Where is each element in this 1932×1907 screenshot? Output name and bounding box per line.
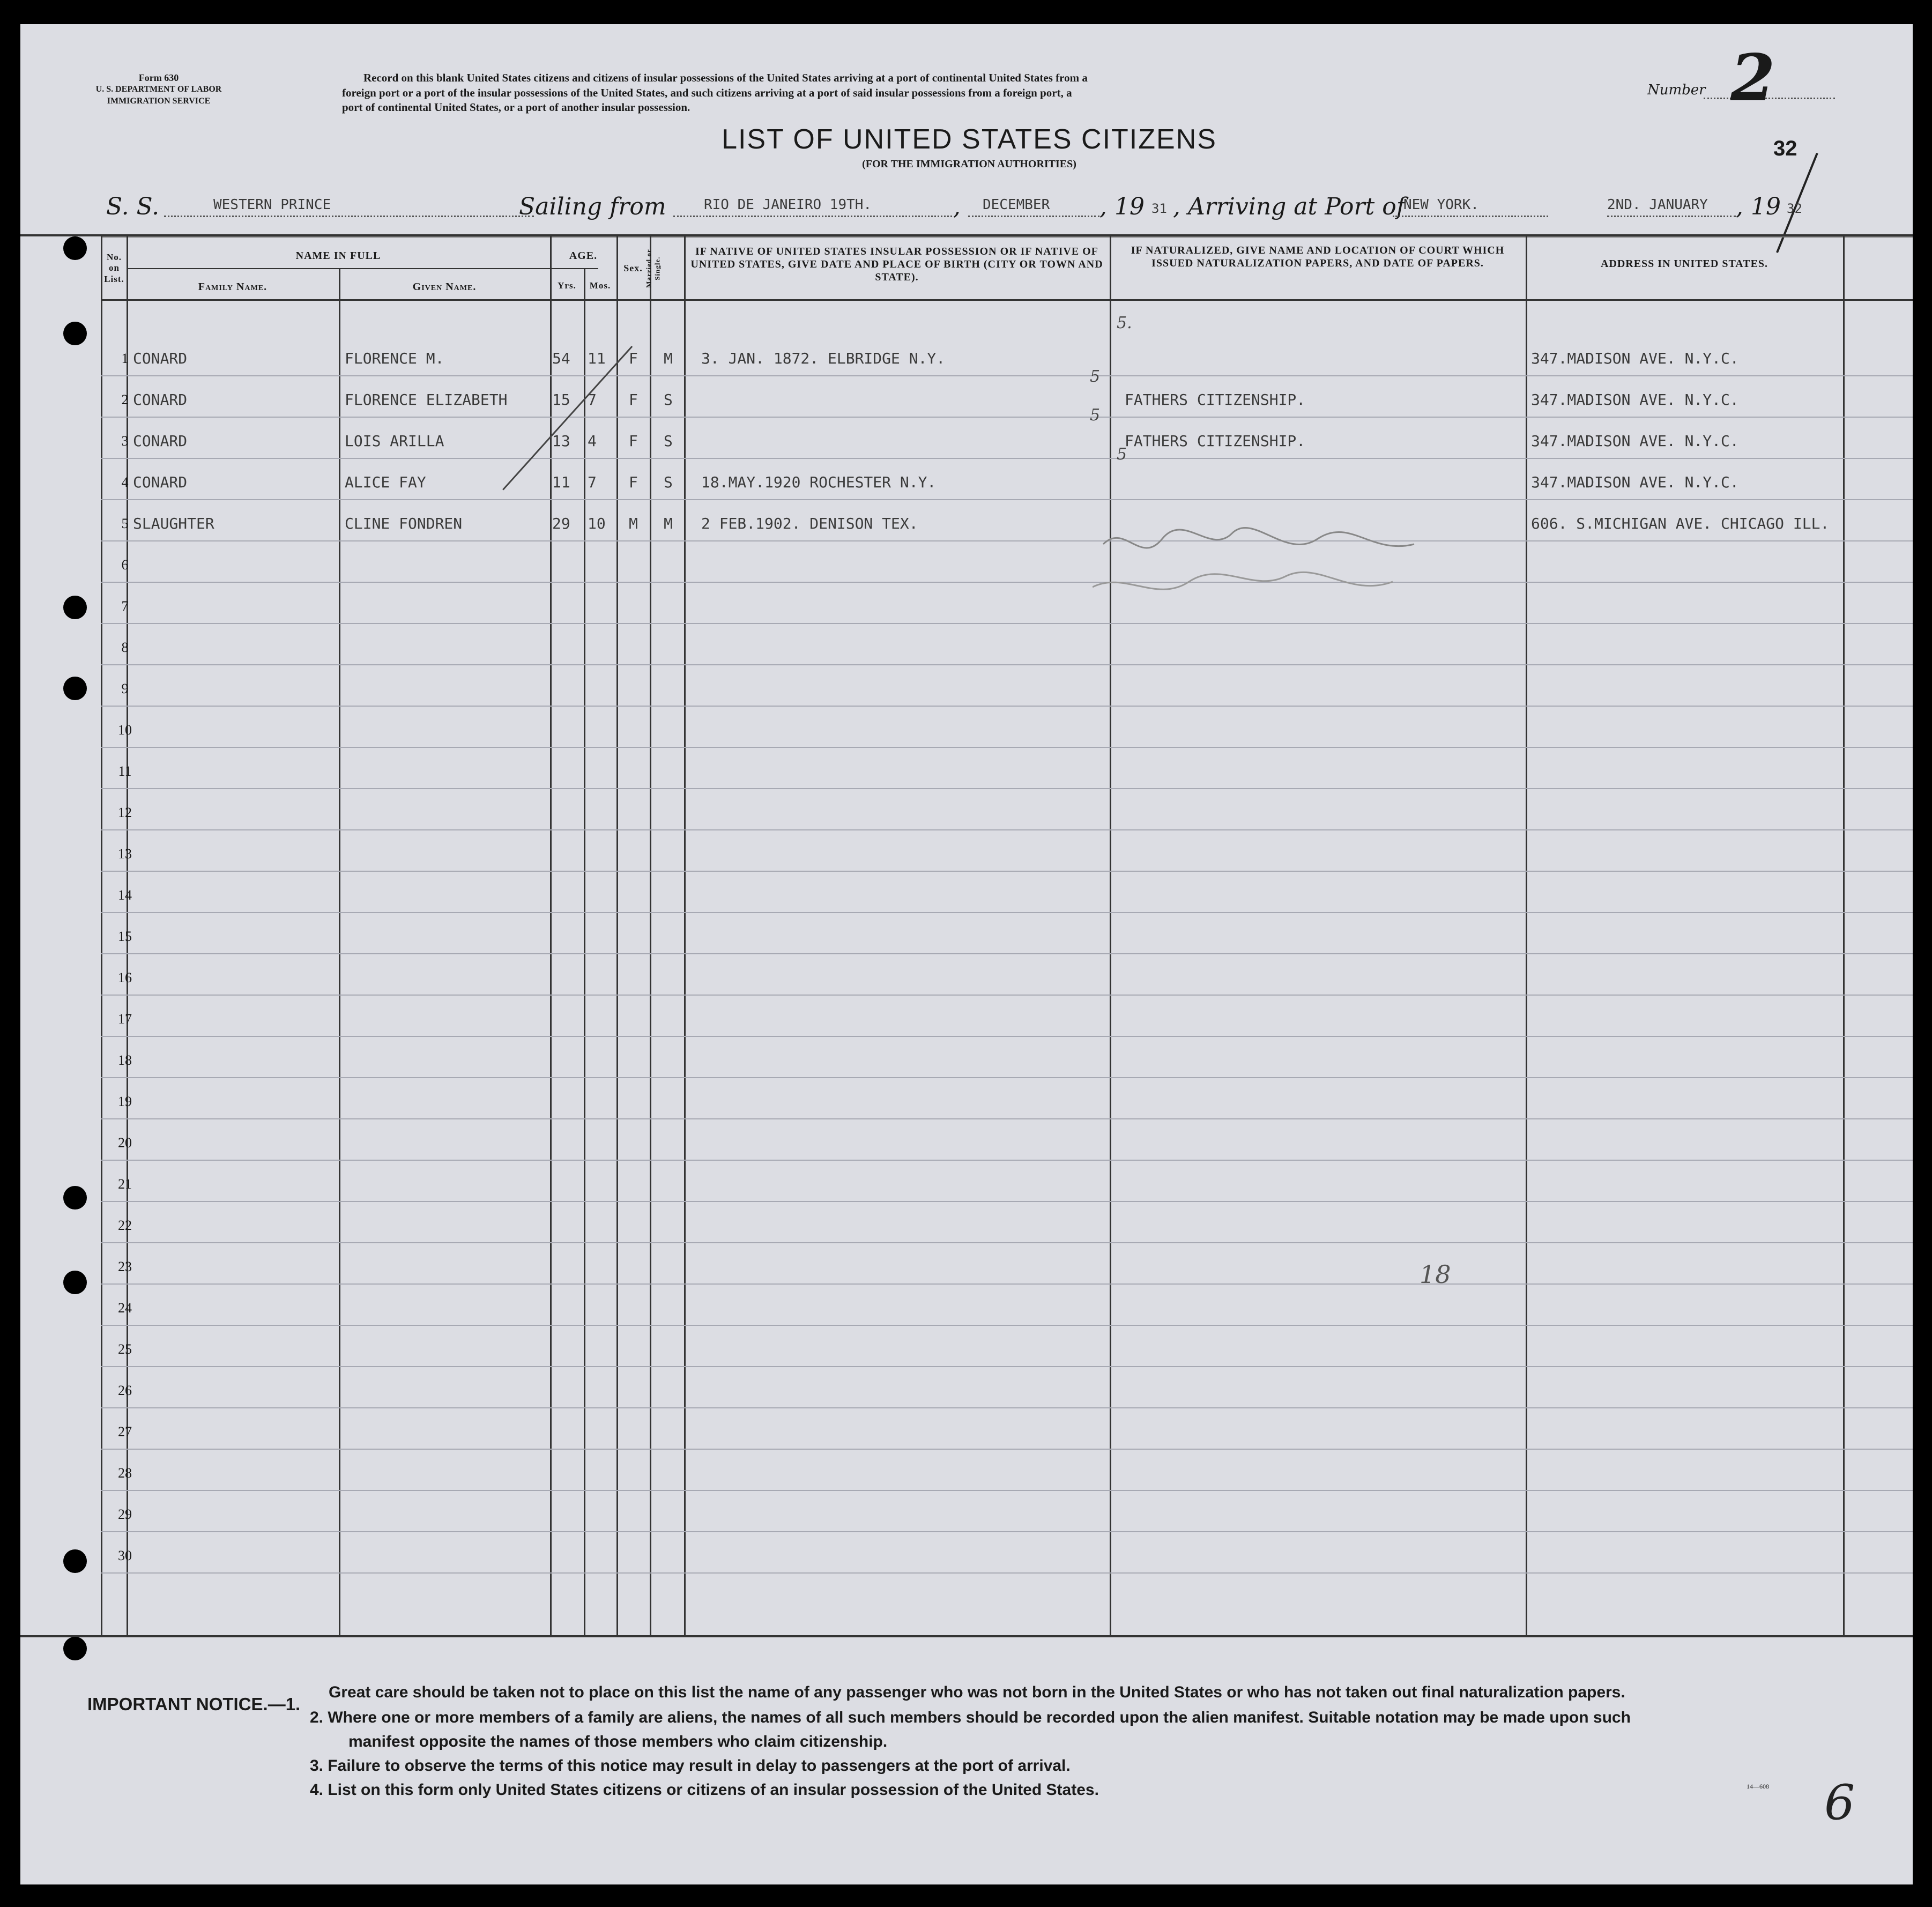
row-line bbox=[101, 1118, 1913, 1119]
cell-birth: 2 FEB.1902. DENISON TEX. bbox=[701, 515, 918, 532]
cell-address: 347.MADISON AVE. N.Y.C. bbox=[1531, 432, 1739, 450]
row-number: 6 bbox=[121, 557, 129, 573]
row-line bbox=[101, 1407, 1913, 1408]
row-line bbox=[101, 623, 1913, 624]
row-number: 30 bbox=[118, 1548, 132, 1563]
number-label: Number bbox=[1647, 82, 1706, 98]
checkmark-stroke bbox=[502, 346, 633, 491]
year-prefix-1: , 19 bbox=[1099, 193, 1145, 220]
row-number: 21 bbox=[118, 1176, 132, 1192]
row-line bbox=[101, 1036, 1913, 1037]
header-given-name: Given Name. bbox=[412, 281, 477, 293]
row-number: 27 bbox=[118, 1424, 132, 1439]
cell-marital-status: S bbox=[664, 432, 673, 450]
row-number: 14 bbox=[118, 887, 132, 903]
row-number: 15 bbox=[118, 929, 132, 944]
cell-family-name: CONARD bbox=[133, 432, 188, 450]
department-name: U. S. DEPARTMENT OF LABOR bbox=[95, 85, 222, 94]
port-underline bbox=[1393, 214, 1548, 217]
cell-family-name: CONARD bbox=[133, 391, 188, 409]
arrival-date-underline bbox=[1607, 214, 1736, 217]
col-rule-ms bbox=[684, 234, 686, 1636]
month-underline bbox=[968, 214, 1099, 217]
row-line bbox=[101, 458, 1913, 459]
mark-5: 5. bbox=[1117, 314, 1132, 332]
row-number: 19 bbox=[118, 1094, 132, 1109]
row-line bbox=[101, 540, 1913, 541]
cell-age-months: 11 bbox=[588, 350, 606, 367]
cell-age-months: 4 bbox=[588, 432, 597, 450]
row-number: 28 bbox=[118, 1465, 132, 1481]
row-line bbox=[101, 912, 1913, 913]
notice-item-4: 4. List on this form only United States citizens or citizens of an insular possession of the United States. bbox=[310, 1781, 1099, 1799]
row-number: 22 bbox=[118, 1218, 132, 1233]
cell-family-name: CONARD bbox=[133, 350, 188, 367]
binder-hole bbox=[63, 1549, 87, 1573]
row-line bbox=[101, 1572, 1913, 1574]
row-line bbox=[101, 1242, 1913, 1243]
row-line bbox=[101, 829, 1913, 830]
row-number: 29 bbox=[118, 1507, 132, 1522]
manifest-page bbox=[20, 24, 1913, 1884]
cell-marital-status: M bbox=[664, 350, 673, 367]
col-rule-yrs bbox=[584, 268, 585, 1636]
cell-age-years: 15 bbox=[552, 391, 570, 409]
page-mark: 32 bbox=[1773, 137, 1797, 160]
row-line bbox=[101, 1490, 1913, 1491]
cell-age-years: 13 bbox=[552, 432, 570, 450]
row-number: 16 bbox=[118, 970, 132, 985]
cell-age-months: 7 bbox=[588, 391, 597, 409]
cell-naturalized: FATHERS CITIZENSHIP. bbox=[1125, 432, 1306, 450]
row-number: 25 bbox=[118, 1341, 132, 1357]
binder-hole bbox=[63, 677, 87, 700]
sailing-month: DECEMBER bbox=[983, 197, 1050, 213]
cell-age-years: 29 bbox=[552, 515, 570, 532]
number-value: 2 bbox=[1730, 40, 1775, 116]
print-code: 14—608 bbox=[1747, 1783, 1769, 1790]
cell-address: 347.MADISON AVE. N.Y.C. bbox=[1531, 350, 1739, 367]
row-line bbox=[101, 995, 1913, 996]
header-family-name: Family Name. bbox=[198, 281, 267, 293]
header-mos: Mos. bbox=[589, 280, 611, 291]
row-line bbox=[101, 871, 1913, 872]
table-bottom-rule bbox=[20, 1635, 1913, 1637]
row-line bbox=[101, 417, 1913, 418]
row-line bbox=[101, 953, 1913, 954]
cell-birth: 3. JAN. 1872. ELBRIDGE N.Y. bbox=[701, 350, 946, 367]
arriving-label: , Arriving at Port of bbox=[1173, 193, 1405, 220]
arriving-date: 2ND. JANUARY bbox=[1607, 197, 1708, 213]
sailing-underline bbox=[673, 214, 952, 217]
row-number: 5 bbox=[121, 516, 129, 531]
subheader-rule bbox=[127, 268, 598, 269]
stamp-18: 18 bbox=[1420, 1260, 1451, 1289]
row-line bbox=[101, 1325, 1913, 1326]
row-number: 7 bbox=[121, 598, 129, 614]
row-number: 4 bbox=[121, 474, 129, 490]
col-rule-birth bbox=[1110, 234, 1111, 1636]
cell-age-months: 7 bbox=[588, 473, 597, 491]
binder-hole bbox=[63, 596, 87, 619]
corner-mark: 6 bbox=[1824, 1775, 1855, 1831]
row-line bbox=[101, 1077, 1913, 1078]
notice-heading: IMPORTANT NOTICE.—1. bbox=[87, 1694, 301, 1714]
cell-given-name: FLORENCE ELIZABETH bbox=[345, 391, 508, 409]
instruction-line-1: Record on this blank United States citizens and citizens of insular possessions of the United States arriving at a port of continental United States from a bbox=[363, 71, 1088, 84]
header-no-on-list: No. on List. bbox=[104, 252, 124, 284]
binder-hole bbox=[63, 1271, 87, 1294]
cell-family-name: CONARD bbox=[133, 473, 188, 491]
cell-given-name: ALICE FAY bbox=[345, 473, 426, 491]
cell-age-years: 54 bbox=[552, 350, 570, 367]
cell-address: 347.MADISON AVE. N.Y.C. bbox=[1531, 391, 1739, 409]
sailing-year: 31 bbox=[1151, 201, 1167, 216]
row-number: 23 bbox=[118, 1259, 132, 1274]
mark-5-row3: 5 bbox=[1090, 406, 1101, 425]
notice-item-3: 3. Failure to observe the terms of this notice may result in delay to passengers at the port of arrival. bbox=[310, 1757, 1071, 1775]
cell-age-years: 11 bbox=[552, 473, 570, 491]
signature-scribble bbox=[1093, 523, 1425, 609]
mark-5-row2: 5 bbox=[1090, 367, 1101, 386]
col-rule-family bbox=[339, 268, 340, 1636]
row-line bbox=[101, 499, 1913, 500]
mark-5-row4: 5 bbox=[1117, 445, 1127, 464]
arriving-year: 32 bbox=[1787, 201, 1802, 216]
page-title: LIST OF UNITED STATES CITIZENS bbox=[722, 124, 1217, 155]
row-number: 3 bbox=[121, 433, 129, 449]
header-bottom-rule bbox=[101, 299, 1913, 301]
header-naturalized: IF NATURALIZED, GIVE NAME AND LOCATION OF COURT WHICH ISSUED NATURALIZATION PAPERS, AND DATE OF PAPERS. bbox=[1131, 244, 1505, 269]
cell-address: 606. S.MICHIGAN AVE. CHICAGO ILL. bbox=[1531, 515, 1830, 532]
col-rule-mos bbox=[616, 234, 618, 1636]
header-married-or-single: Married or Single. bbox=[644, 249, 661, 288]
row-line bbox=[101, 664, 1913, 665]
row-line bbox=[101, 1531, 1913, 1532]
page-subtitle: (FOR THE IMMIGRATION AUTHORITIES) bbox=[862, 158, 1076, 170]
signature-icon bbox=[1093, 523, 1425, 609]
cell-given-name: FLORENCE M. bbox=[345, 350, 444, 367]
binder-hole bbox=[63, 322, 87, 345]
row-number: 9 bbox=[121, 681, 129, 696]
notice-item-2a: 2. Where one or more members of a family are aliens, the names of all such members should be recorded upon the alien manifest. Suitable notation may be made upon such bbox=[310, 1709, 1631, 1726]
row-number: 1 bbox=[121, 351, 129, 366]
cell-marital-status: M bbox=[664, 515, 673, 532]
header-sex: Sex. bbox=[623, 263, 643, 273]
row-line bbox=[101, 1366, 1913, 1367]
row-line bbox=[101, 788, 1913, 789]
cell-given-name: LOIS ARILLA bbox=[345, 432, 444, 450]
row-number: 11 bbox=[118, 763, 132, 779]
sailing-from-value: RIO DE JANEIRO 19TH. bbox=[704, 197, 872, 213]
row-line bbox=[101, 375, 1913, 376]
header-address: ADDRESS IN UNITED STATES. bbox=[1600, 258, 1768, 270]
form-number: Form 630 bbox=[138, 72, 179, 83]
ship-underline bbox=[164, 214, 534, 217]
cell-birth: 18.MAY.1920 ROCHESTER N.Y. bbox=[701, 473, 937, 491]
row-line bbox=[101, 1201, 1913, 1202]
instruction-line-3: port of continental United States, or a port of another insular possession. bbox=[342, 101, 690, 114]
binder-hole bbox=[63, 1186, 87, 1210]
cell-age-months: 10 bbox=[588, 515, 606, 532]
row-number: 18 bbox=[118, 1052, 132, 1068]
row-line bbox=[101, 1283, 1913, 1285]
service-name: IMMIGRATION SERVICE bbox=[107, 97, 211, 106]
row-line bbox=[101, 747, 1913, 748]
cell-sex: F bbox=[629, 473, 638, 491]
cell-sex: M bbox=[629, 515, 638, 532]
cell-naturalized: FATHERS CITIZENSHIP. bbox=[1125, 391, 1306, 409]
row-line bbox=[101, 706, 1913, 707]
row-number: 8 bbox=[121, 640, 129, 655]
row-number: 26 bbox=[118, 1383, 132, 1398]
cell-marital-status: S bbox=[664, 391, 673, 409]
header-age: AGE. bbox=[569, 250, 598, 262]
header-top-rule bbox=[101, 236, 1913, 238]
comma-1: , bbox=[953, 193, 961, 220]
ship-name: WESTERN PRINCE bbox=[213, 197, 331, 213]
binder-hole bbox=[63, 1637, 87, 1660]
notice-item-2b: manifest opposite the names of those members who claim citizenship. bbox=[348, 1733, 888, 1750]
arriving-port: NEW YORK. bbox=[1403, 197, 1479, 213]
instruction-line-2: foreign port or a port of the insular possessions of the United States, and such citizens arriving at a port of said insular possessions from a foreign port, a bbox=[342, 86, 1072, 99]
cell-sex: F bbox=[629, 432, 638, 450]
header-yrs: Yrs. bbox=[558, 280, 576, 291]
col-rule-sex bbox=[650, 234, 651, 1636]
ss-label: S. S. bbox=[106, 193, 160, 220]
col-rule-naturalized bbox=[1526, 234, 1527, 1636]
col-rule-given bbox=[550, 234, 552, 1636]
year-prefix-2: , 19 bbox=[1736, 193, 1781, 220]
sailing-label: Sailing from bbox=[519, 193, 666, 220]
cell-address: 347.MADISON AVE. N.Y.C. bbox=[1531, 473, 1739, 491]
header-birth: IF NATIVE OF UNITED STATES INSULAR POSSESSION OR IF NATIVE OF UNITED STATES, GIVE DATE AND PLACE OF BIRTH (CITY OR TOWN AND STATE). bbox=[690, 246, 1103, 283]
row-line bbox=[101, 582, 1913, 583]
cell-marital-status: S bbox=[664, 473, 673, 491]
row-number: 10 bbox=[118, 722, 132, 738]
cell-family-name: SLAUGHTER bbox=[133, 515, 214, 532]
row-number: 13 bbox=[118, 846, 132, 862]
row-line bbox=[101, 1449, 1913, 1450]
header-name-in-full: NAME IN FULL bbox=[295, 250, 381, 262]
row-number: 12 bbox=[118, 805, 132, 820]
col-rule-address bbox=[1843, 234, 1845, 1636]
notice-item-1: Great care should be taken not to place on this list the name of any passenger who was not born in the United States or who has not taken out final naturalization papers. bbox=[329, 1683, 1625, 1701]
cell-sex: F bbox=[629, 391, 638, 409]
binder-hole bbox=[63, 236, 87, 260]
row-number: 2 bbox=[121, 392, 129, 407]
row-number: 24 bbox=[118, 1300, 132, 1316]
row-number: 17 bbox=[118, 1011, 132, 1027]
cell-given-name: CLINE FONDREN bbox=[345, 515, 463, 532]
row-line bbox=[101, 1160, 1913, 1161]
row-number: 20 bbox=[118, 1135, 132, 1151]
cell-sex: F bbox=[629, 350, 638, 367]
